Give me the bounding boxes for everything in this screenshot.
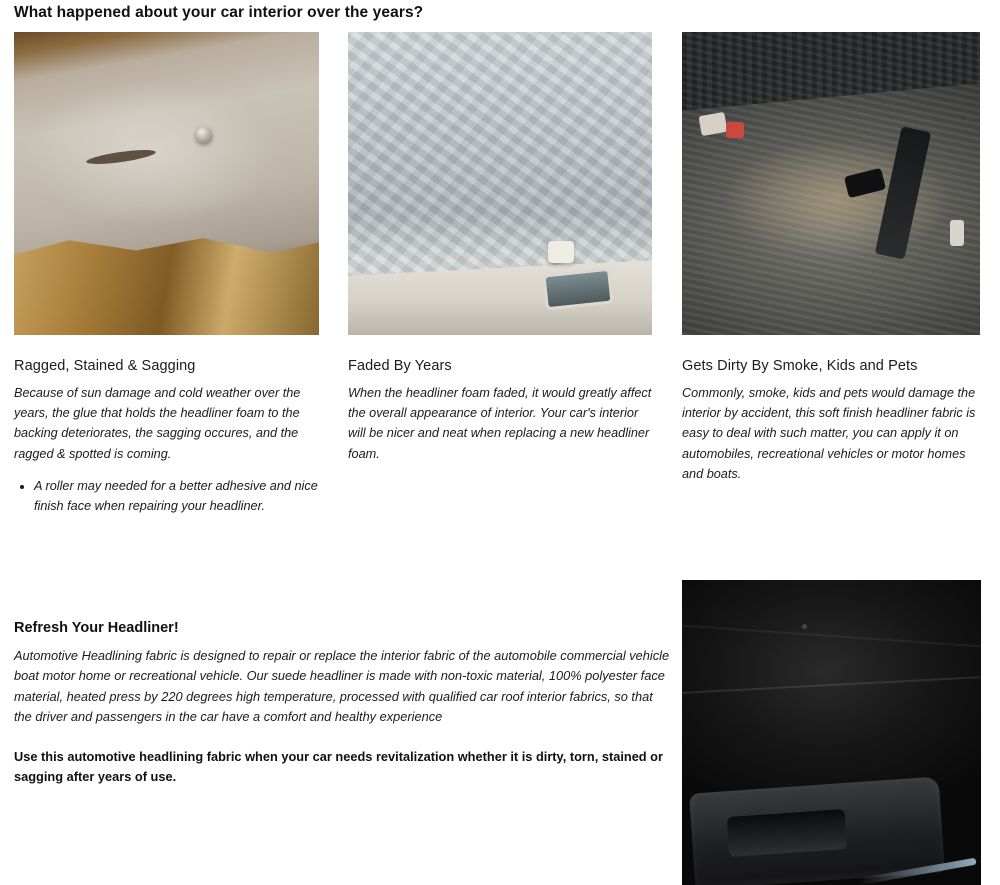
dust-overlay (682, 32, 980, 335)
feature-body-2: When the headliner foam faded, it would greatly affect the overall appearance of interior. Your car's interior will be nicer and neat when replacing a new headliner foam. (348, 386, 652, 461)
feature-column-2 (333, 32, 666, 516)
light-dot-detail (802, 624, 807, 629)
bottom-title: Refresh Your Headliner! (14, 620, 179, 636)
suede-headliner-image (682, 580, 981, 885)
console-lens-detail (727, 809, 848, 857)
tear-detail (86, 147, 157, 167)
bottom-highlight: Use this automotive headlining fabric when your car needs revitalization whether it is dirty, torn, stained or sagging after years of use. (14, 748, 663, 785)
faded-headliner-image (348, 32, 652, 335)
visor-hook-detail (548, 241, 574, 263)
feature-title-3: Gets Dirty By Smoke, Kids and Pets (682, 358, 918, 374)
feature-body-1: Because of sun damage and cold weather over the years, the glue that holds the headliner foam to the backing deteriorates, the sagging occures, and the ragged & spotted is coming. (14, 386, 301, 461)
knob-detail (196, 127, 212, 143)
headliner-photo-body (682, 580, 981, 885)
feature-column-3 (666, 32, 999, 516)
bottom-text-block (14, 620, 670, 788)
feature-column-1 (0, 32, 333, 516)
feature-bullets-1 (14, 476, 319, 516)
list-item: • A roller may needed for a better adhesive and nice finish face when repairing your headliner. (34, 476, 319, 516)
debris-detail (726, 122, 744, 138)
feature-title-2: Faded By Years (348, 358, 452, 374)
ragged-headliner-image (14, 32, 319, 335)
crease-detail (682, 674, 981, 695)
page-title: What happened about your car interior over the years? (14, 4, 424, 21)
rear-view-mirror-detail (542, 268, 613, 311)
dirty-seat-image (682, 32, 980, 335)
bottom-paragraph: Automotive Headlining fabric is designed to repair or replace the interior fabric of the automobile commercial vehicle boat motor home or recreational vehicle. Our suede headliner is made with non-toxic material, 100% polyester face material, heated press by 220 degrees high temperature, processed with qualified car roof interior fabrics, so that the driver and passengers in the car have a comfort and healthy experience (14, 648, 670, 725)
feature-title-1: Ragged, Stained & Sagging (14, 358, 196, 374)
feature-body-3: Commonly, smoke, kids and pets would damage the interior by accident, this soft finish headliner fabric is easy to deal with such matter, you can apply it on automobiles, recreational vehicles or motor homes and boats. (682, 386, 976, 481)
feature-columns (0, 32, 1000, 516)
crease-detail (682, 622, 981, 649)
debris-detail (950, 220, 964, 246)
